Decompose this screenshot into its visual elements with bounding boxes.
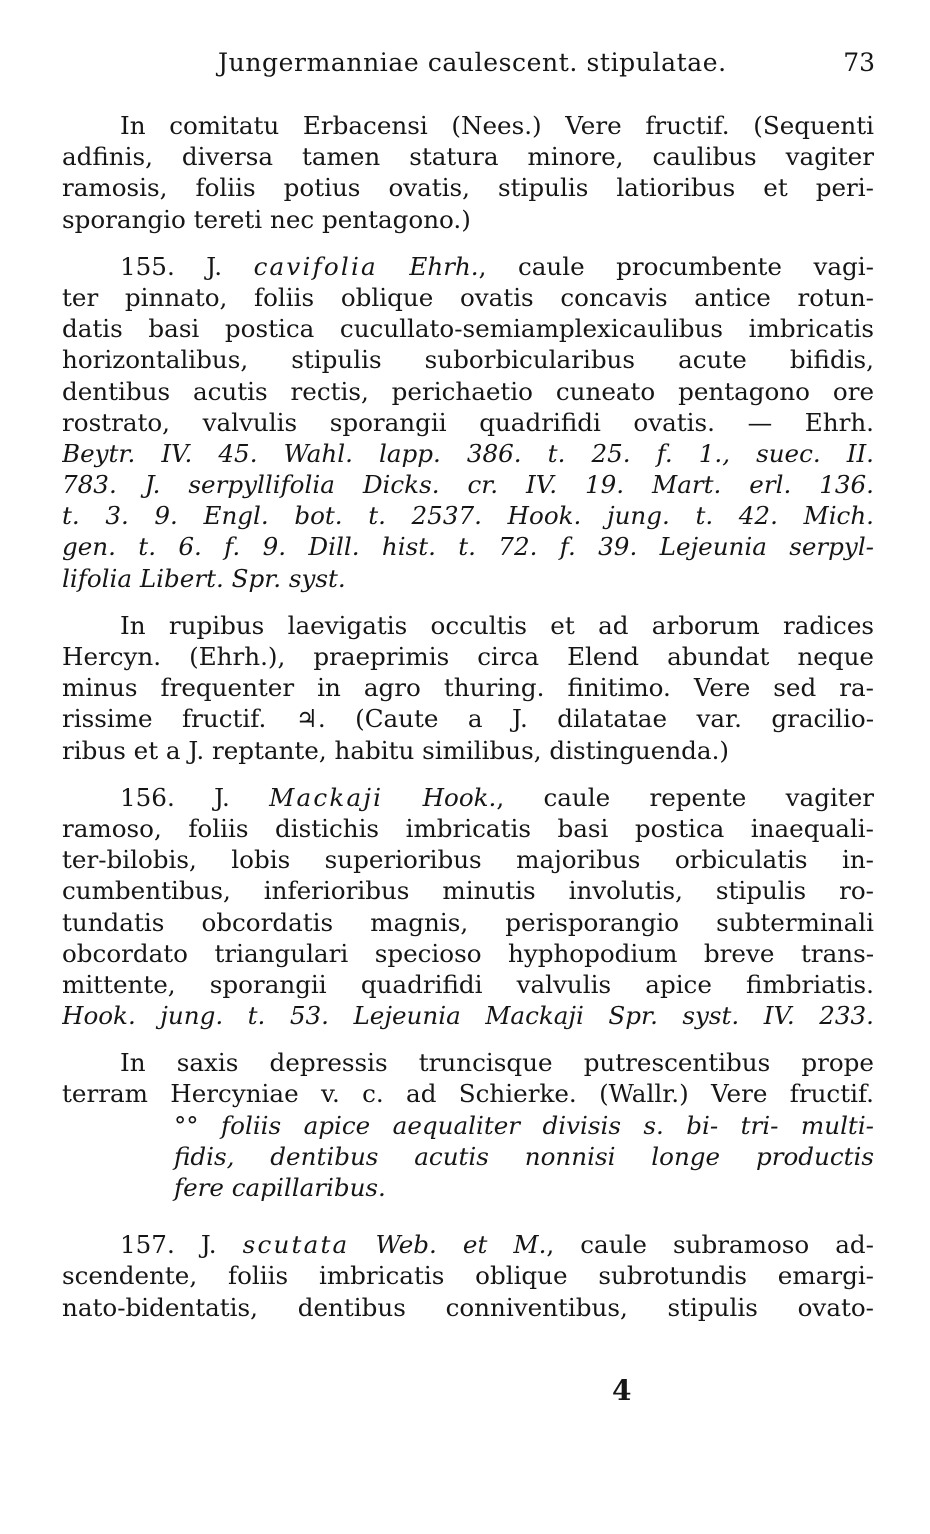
species-author: Ehrh.	[409, 251, 479, 281]
spacer	[62, 766, 874, 782]
text-line: mittente, sporangii quadrifidi valvulis apice fimbriatis.	[62, 969, 874, 999]
entry-number: 156.	[120, 782, 175, 812]
text-line: Hercyn. (Ehrh.), praeprimis circa Elend abundat neque	[62, 642, 874, 671]
section-line: fere capillaribus.	[174, 1173, 386, 1202]
text-line: cumbentibus, inferioribus minutis involutis, stipulis ro-	[62, 876, 874, 906]
text-line: scendente, foliis imbricatis oblique subrotundis emargi-	[62, 1261, 874, 1291]
entry-text: , caule subramoso ad-	[546, 1230, 874, 1260]
text-line: sporangio tereti nec pentagono.)	[62, 204, 471, 234]
species-author: Web. et M.	[375, 1230, 547, 1260]
signature-mark	[0, 1374, 930, 1407]
species-name: cavifolia	[253, 251, 378, 281]
entry-number: 155.	[120, 251, 175, 281]
running-header	[60, 44, 875, 84]
text-line: ribus et a J. reptante, habitu similibus, distinguenda.)	[62, 735, 729, 765]
species-name: Mackaji	[269, 782, 384, 812]
text-line: tundatis obcordatis magnis, perisporangio subterminali	[62, 907, 874, 937]
text-line: rostrato, valvulis sporangii quadrifidi ovatis. — Ehrh.	[62, 407, 874, 437]
page-body	[62, 110, 874, 1323]
spacer	[62, 1031, 874, 1047]
text-line: nato-bidentatis, dentibus conniventibus, stipulis ovato-	[62, 1292, 874, 1322]
text-line: In rupibus laevigatis occultis et ad arborum radices	[120, 610, 874, 640]
text-line: ramosis, foliis potius ovatis, stipulis latioribus et peri-	[62, 173, 874, 203]
text-line: dentibus acutis rectis, perichaetio cuneato pentagono ore	[62, 376, 874, 406]
text-line: rissime fructif. ♃. (Caute a J. dilatatae var. gracilio-	[62, 704, 874, 734]
genus-abbrev: J.	[214, 782, 230, 812]
section-line: fidis, dentibus acutis nonnisi longe productis	[174, 1141, 874, 1171]
species-author: Hook.	[422, 782, 497, 812]
signature-number: 4	[612, 1374, 632, 1407]
text-line: terram Hercyniae v. c. ad Schierke. (Wallr.) Vere fructif.	[62, 1079, 874, 1109]
citation-line: Hook. jung. t. 53. Lejeunia Mackaji Spr. syst. IV. 233.	[62, 1001, 874, 1031]
entry-155-heading	[62, 251, 874, 282]
section-heading-line	[62, 1110, 874, 1141]
text-line: minus frequenter in agro thuring. finitimo. Vere sed ra-	[62, 673, 874, 703]
text-line: ter pinnato, foliis oblique ovatis concavis antice rotun-	[62, 282, 874, 312]
species-name: scutata	[242, 1230, 350, 1260]
page-number: 73	[843, 48, 875, 77]
entry-text: , caule procumbente vagi-	[478, 251, 874, 281]
citation-line: Beytr. IV. 45. Wahl. lapp. 386. t. 25. f. 1., suec. II.	[62, 438, 874, 468]
spacer	[62, 235, 874, 251]
text-line: ter-bilobis, lobis superioribus majoribus orbiculatis in-	[62, 845, 874, 875]
genus-abbrev: J.	[206, 251, 223, 281]
citation-line: lifolia Libert. Spr. syst.	[62, 563, 346, 593]
section-mark: °°	[174, 1110, 199, 1140]
text-line: datis basi postica cucullato-semiamplexicaulibus imbricatis	[62, 314, 874, 344]
text-line: ramoso, foliis distichis imbricatis basi postica inaequali-	[62, 813, 874, 843]
entry-156-heading	[62, 782, 874, 813]
section-text: foliis apice aequaliter divisis s. bi- tri- multi-	[221, 1110, 874, 1140]
text-line: horizontalibus, stipulis suborbicularibus acute bifidis,	[62, 345, 874, 375]
text-line: In saxis depressis truncisque putrescentibus prope	[120, 1048, 874, 1078]
spacer	[62, 1203, 874, 1229]
text-line: In comitatu Erbacensi (Nees.) Vere fructif. (Sequenti	[120, 111, 874, 140]
text-line: obcordato triangulari specioso hyphopodium breve trans-	[62, 938, 874, 968]
entry-number: 157.	[120, 1230, 175, 1260]
spacer	[62, 594, 874, 610]
citation-line: gen. t. 6. f. 9. Dill. hist. t. 72. f. 39. Lejeunia serpyl-	[62, 532, 874, 562]
citation-line: 783. J. serpyllifolia Dicks. cr. IV. 19. Mart. erl. 136.	[62, 470, 874, 500]
entry-157-heading	[62, 1229, 874, 1260]
citation-line: t. 3. 9. Engl. bot. t. 2537. Hook. jung. t. 42. Mich.	[62, 501, 874, 531]
genus-abbrev: J.	[200, 1230, 217, 1260]
text-line: adfinis, diversa tamen statura minore, caulibus vagiter	[62, 142, 874, 172]
running-title: Jungermanniae caulescent. stipulatae.	[218, 48, 727, 77]
entry-text: , caule repente vagiter	[496, 782, 874, 812]
